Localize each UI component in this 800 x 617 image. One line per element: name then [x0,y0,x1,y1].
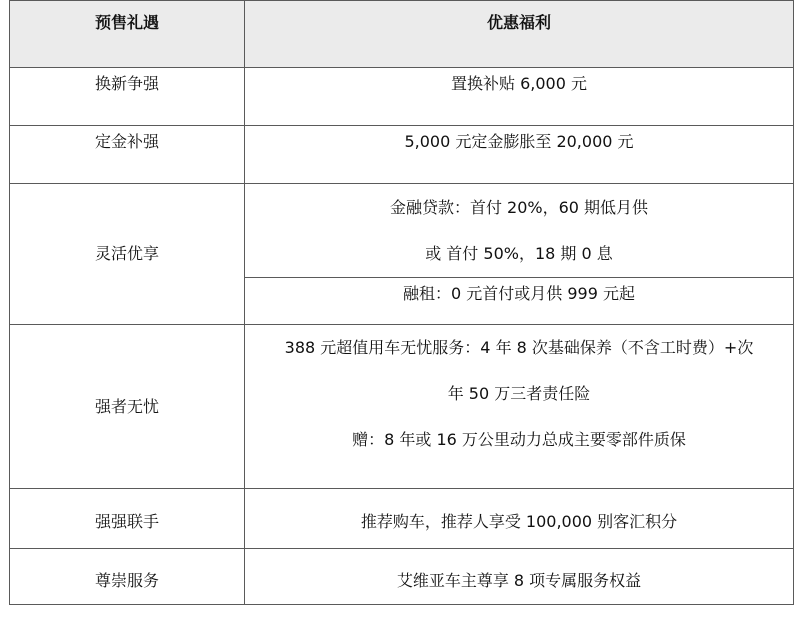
category-label: 强者无忧 [94,396,159,416]
benefit-text-line: 或 首付 50%，18 期 0 息 [425,243,613,263]
benefit-text: 艾维亚车主尊享 8 项专属服务权益 [396,570,642,590]
category-cell [10,489,245,549]
benefit-text-line: 388 元超值用车无忧服务：4 年 8 次基础保养（不含工时费）+次 [284,338,754,357]
category-label: 尊崇服务 [94,570,159,590]
header-benefit-label: 优惠福利 [486,13,551,32]
category-label: 定金补强 [94,132,159,151]
category-cell [10,549,245,605]
benefit-text-line: 融租：0 元首付或月供 999 元起 [403,284,635,303]
presale-offer-table [9,0,794,605]
benefit-text: 推荐购车，推荐人享受 100,000 别客汇积分 [360,511,678,531]
table-row [10,549,794,605]
header-offer-label: 预售礼遇 [94,13,159,32]
benefit-cell [245,325,794,489]
category-label: 灵活优享 [94,244,159,263]
category-cell [10,184,245,325]
table-row [10,68,794,126]
benefit-text-line: 年 50 万三者责任险 [447,384,591,403]
table-row [10,126,794,184]
category-cell [10,68,245,126]
benefit-cell [245,549,794,605]
header-cell-offer [10,1,245,68]
table-header-row [10,1,794,68]
benefit-text: 置换补贴 6,000 元 [451,74,587,93]
table-row [10,489,794,549]
benefit-cell [245,126,794,184]
benefit-text-line: 金融贷款：首付 20%，60 期低月供 [389,197,649,217]
benefit-cell [245,489,794,549]
benefit-text-line: 赠：8 年或 16 万公里动力总成主要零部件质保 [352,430,686,449]
category-label: 强强联手 [94,511,159,531]
table-row [10,184,794,278]
benefit-cell [245,184,794,278]
category-label: 换新争强 [94,74,159,93]
benefit-text: 5,000 元定金膨胀至 20,000 元 [404,132,634,151]
category-cell [10,126,245,184]
benefit-cell [245,278,794,325]
table-row [10,325,794,489]
category-cell [10,325,245,489]
header-cell-benefit [245,1,794,68]
benefit-cell [245,68,794,126]
